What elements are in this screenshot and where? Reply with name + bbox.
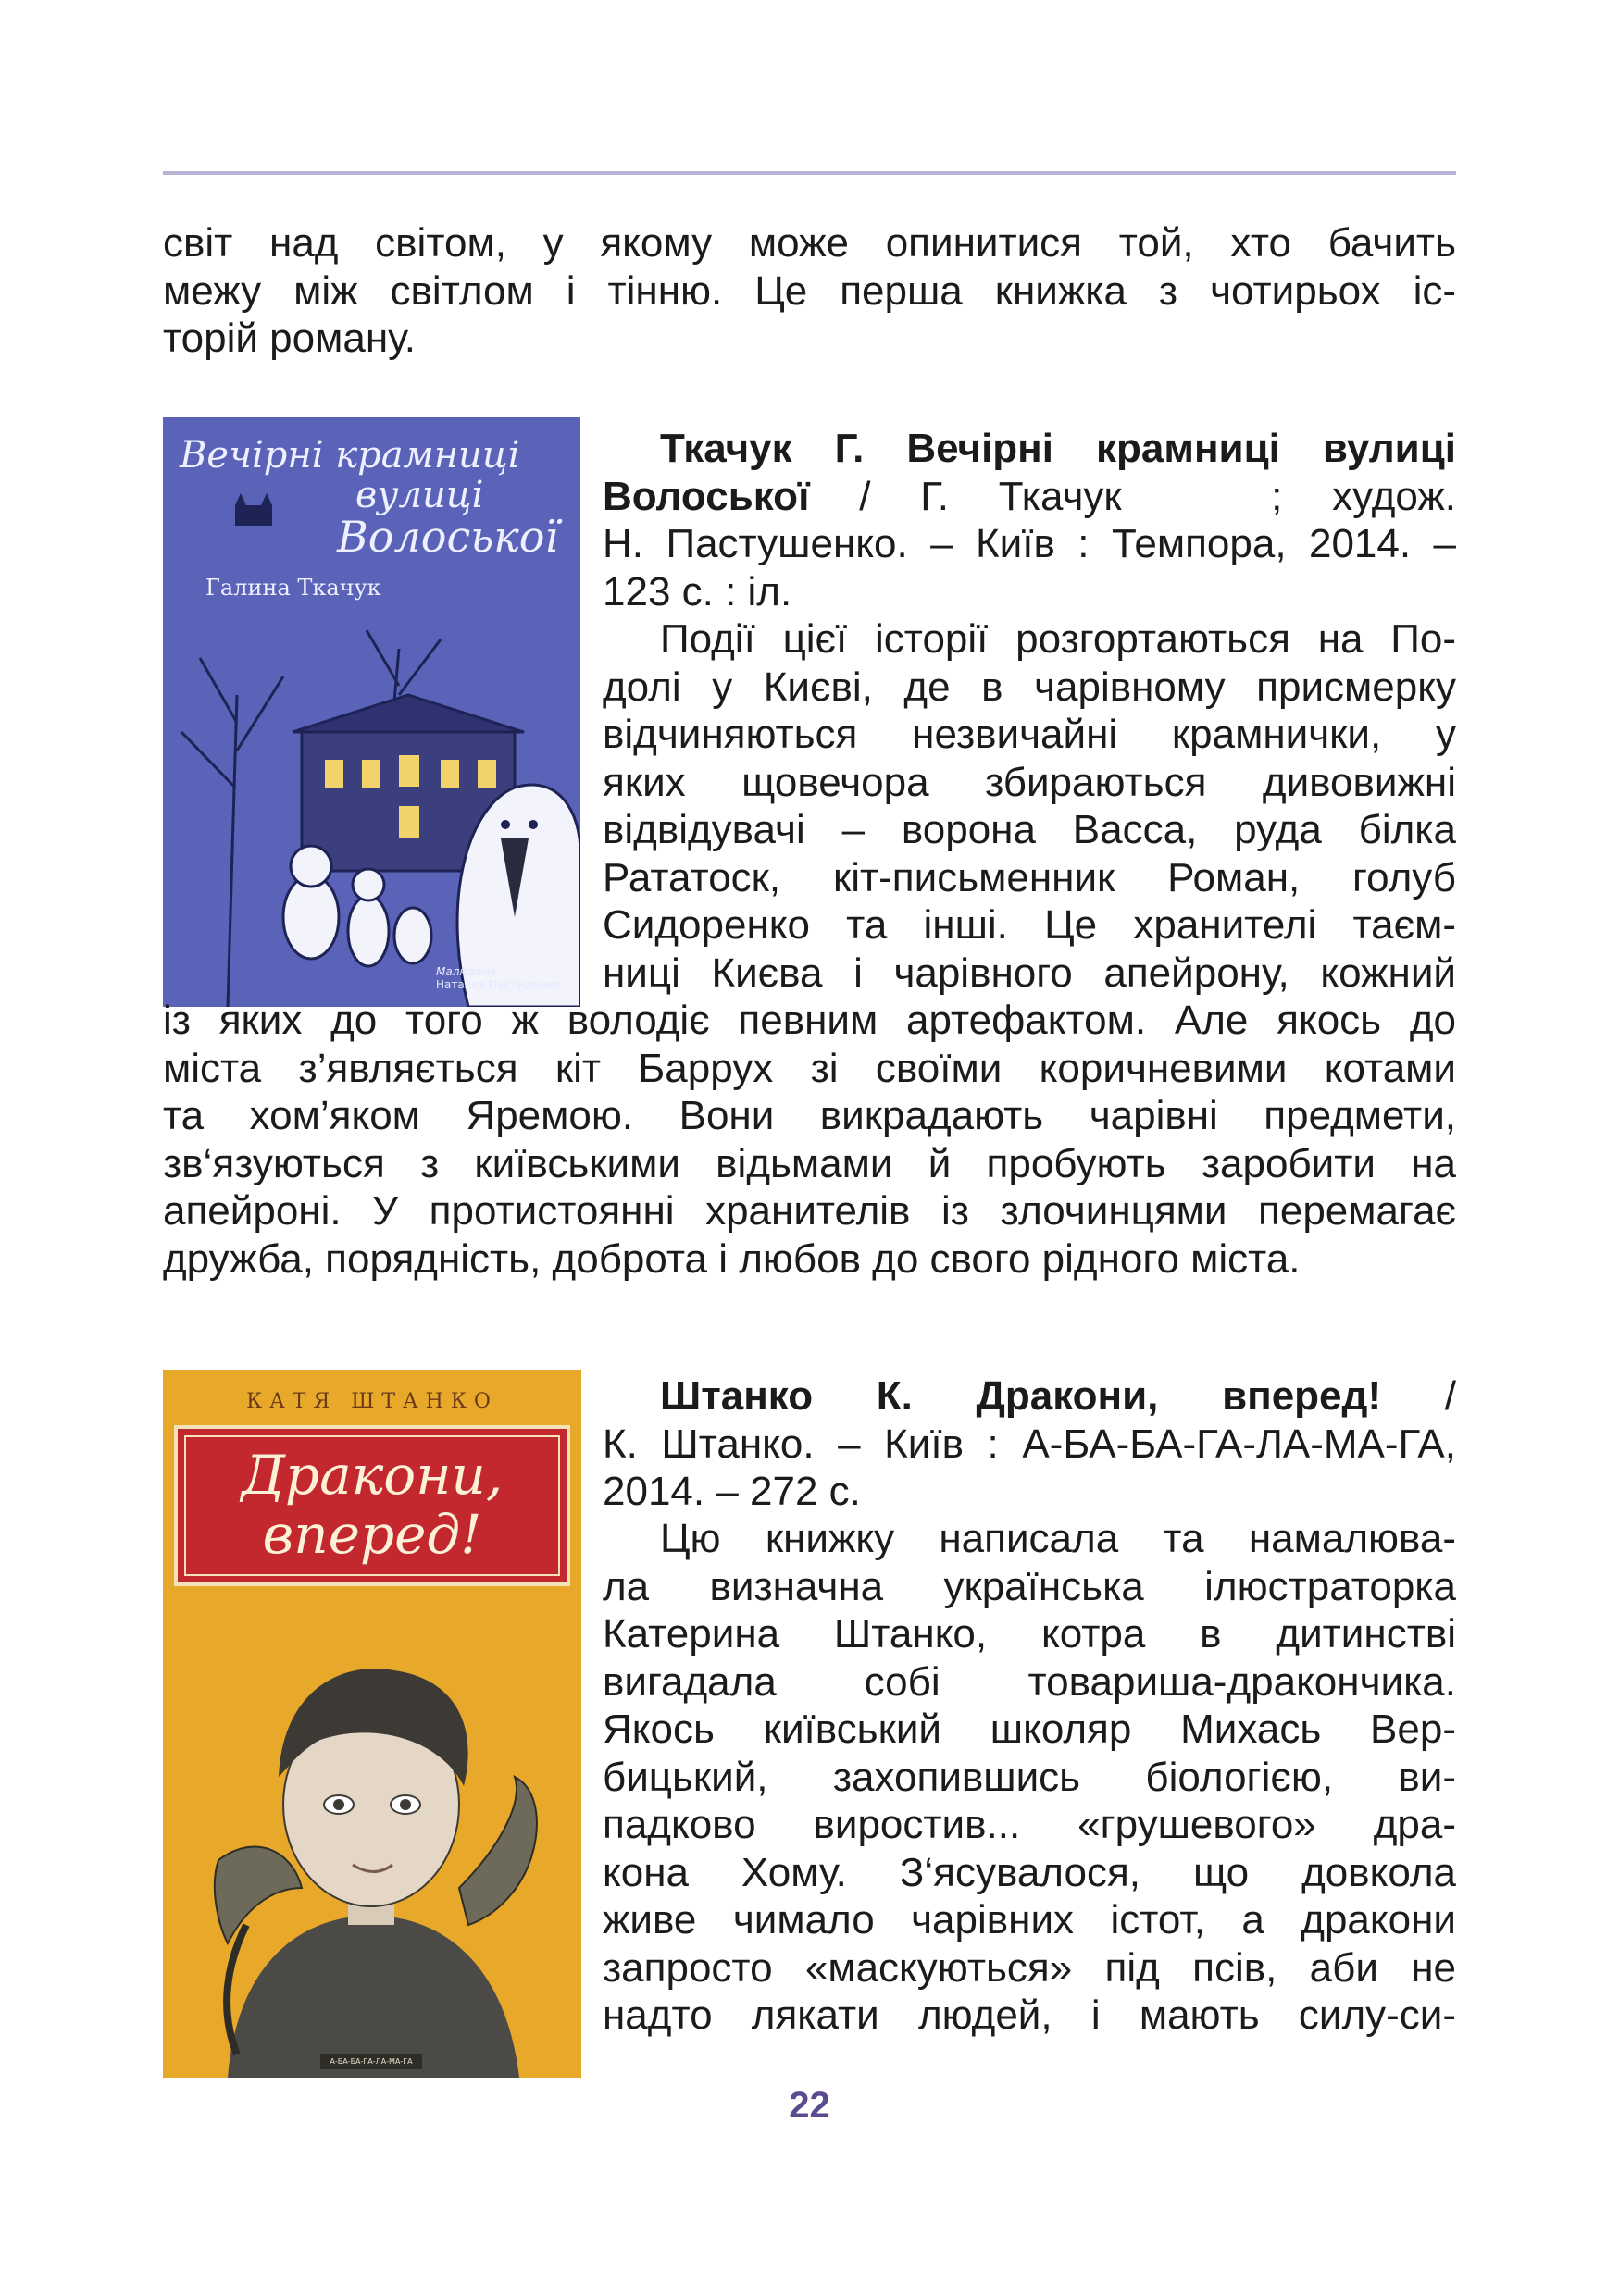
annotation-line: запросто «маскуються» під псів, аби не	[603, 1944, 1456, 1991]
book1-annotation	[603, 615, 1456, 997]
header-rule	[163, 171, 1456, 175]
intro-line: торій роману.	[163, 316, 416, 361]
annotation-line: міста з’являється кіт Баррух зі своїми коричневими котами	[163, 1045, 1456, 1091]
book2-citation	[603, 1372, 1456, 1516]
cover-title-line: Волоської	[337, 512, 559, 562]
citation-separator: /	[1381, 1373, 1456, 1419]
page-number: 22	[789, 2085, 830, 2126]
annotation-line: вигадала собі товариша-дракончика.	[603, 1658, 1456, 1705]
cover-title	[163, 1446, 581, 1564]
book-cover-drakony-vpered	[163, 1370, 581, 2078]
annotation-line: відчиняються незвичайні крамнички, у	[603, 712, 1456, 757]
annotation-line: Сидоренко та інші. Це хранителі таєм-	[603, 902, 1456, 948]
annotation-line: дружба, порядність, доброта і любов до свого рідного міста.	[163, 1235, 1301, 1282]
annotation-line: та хом’яком Яремою. Вони викрадають чарівні предмети,	[163, 1093, 1456, 1138]
annotation-line: Рататоск, кіт-письменник Роман, голуб	[603, 854, 1456, 900]
citation-line: К. Штанко. – Київ : А-БА-БА-ГА-ЛА-МА-ГА,	[603, 1421, 1456, 1467]
cover-author: Галина Ткачук	[205, 575, 381, 601]
book1-annotation-continued	[163, 997, 1456, 1283]
citation-line: 2014. – 272 с.	[603, 1469, 861, 1514]
cover-author: КАТЯ ШТАНКО	[246, 1390, 498, 1413]
annotation-line: із яких до того ж володіє певним артефактом. Але якось до	[163, 998, 1456, 1043]
intro-line: межу між світлом і тінню. Це перша книжка з чотирьох іс-	[163, 267, 1456, 314]
cover-title-line: Вечірні крамниці	[180, 434, 520, 477]
cover-title	[180, 434, 568, 560]
cover-illustrator	[436, 965, 561, 991]
annotation-line: ниці Києва і чарівного апейрону, кожний	[603, 949, 1456, 996]
annotation-line: Якось київський школяр Михась Вер-	[603, 1706, 1456, 1752]
intro-line: світ над світом, у якому може опинитися той, хто бачить	[163, 220, 1456, 266]
cover-title-line: вперед!	[262, 1503, 482, 1566]
book-title: Волоської	[603, 473, 810, 519]
annotation-line: падково виростив... «грушевого» дра-	[603, 1802, 1456, 1847]
book1-citation	[603, 425, 1456, 615]
annotation-line: надто лякати людей, і мають силу-си-	[603, 1992, 1456, 2038]
citation-line: Н. Пастушенко. – Київ : Темпора, 2014. –	[603, 521, 1456, 566]
annotation-line: долі у Києві, де в чарівному присмерку	[603, 664, 1456, 710]
annotation-line: відвідувачі – ворона Васса, руда білка	[603, 807, 1456, 852]
citation-line	[603, 473, 1456, 521]
citation-line	[603, 1372, 1456, 1421]
annotation-line: Події цієї історії розгортаються на По-	[660, 616, 1456, 662]
intro-paragraph	[163, 219, 1456, 363]
citation-line	[603, 425, 1456, 473]
cover-illustrator-name: Наталка Пастушенко	[436, 978, 561, 991]
annotation-line: яких щовечора збираються дивовижні	[603, 759, 1456, 805]
cover-title-line: Дракони,	[241, 1444, 504, 1507]
book2-annotation	[603, 1515, 1456, 2040]
annotation-line: живе чимало чарівних істот, а дракони	[603, 1897, 1456, 1942]
annotation-line: кона Хому. З‘ясувалося, що довкола	[603, 1849, 1456, 1895]
annotation-line: Цю книжку написала та намалюва-	[660, 1516, 1456, 1561]
book-cover-vechirni-kramnytsi	[163, 417, 580, 1007]
book-title: Штанко К. Дракони, вперед!	[660, 1373, 1382, 1419]
annotation-line: ла визначна українська ілюстраторка	[603, 1563, 1456, 1609]
annotation-line: апейроні. У протистоянні хранителів із злочинцями перемагає	[163, 1188, 1456, 1234]
annotation-line: зв‘язуються з київськими відьмами й пробують заробити на	[163, 1140, 1456, 1186]
citation-responsibility: / Г. Ткачук ; худож.	[809, 473, 1456, 519]
cover-publisher-mark: А-БА-БА-ГА-ЛА-МА-ГА	[330, 2057, 413, 2066]
cover-title-line: вулиці	[355, 474, 484, 516]
annotation-line: бицький, захопившись біологією, ви-	[603, 1754, 1456, 1800]
annotation-line: Катерина Штанко, котра в дитинстві	[603, 1611, 1456, 1657]
cover-illustrator-label: Малювала	[436, 965, 496, 978]
citation-line: 123 с. : іл.	[603, 568, 792, 614]
book-title: Ткачук Г. Вечірні крамниці вулиці	[660, 426, 1456, 471]
